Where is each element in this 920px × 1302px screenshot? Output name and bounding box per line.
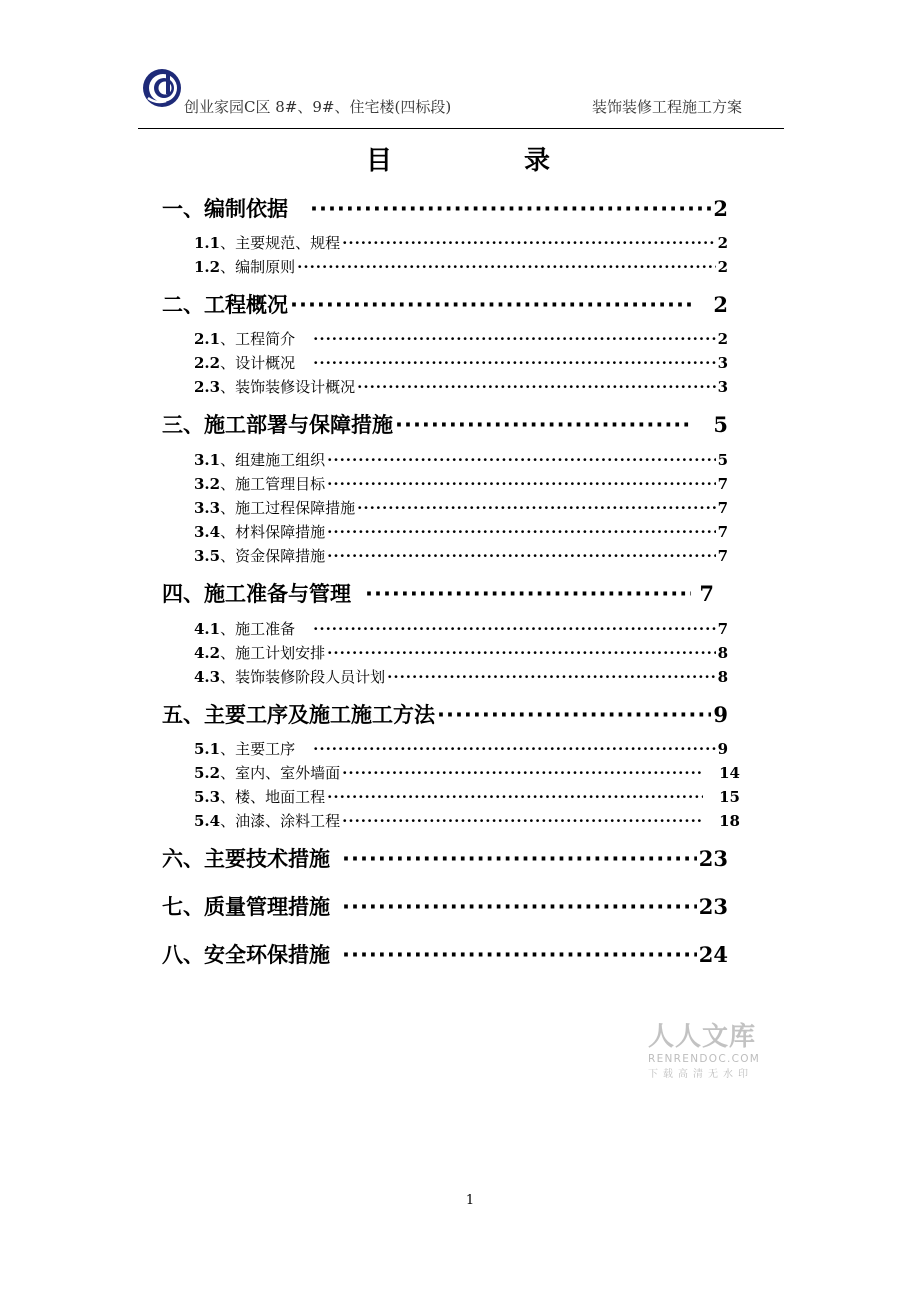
leader-dots xyxy=(437,703,711,727)
toc-title-char-2: 录 xyxy=(524,146,551,176)
toc-entry-label xyxy=(194,352,295,373)
toc-entry-text: 、施工过程保障措施 xyxy=(220,499,356,517)
leader-dots xyxy=(313,330,715,348)
toc-entry-label: 一、编制依据 xyxy=(162,197,288,221)
toc-entry-2[interactable] xyxy=(162,289,728,319)
toc-entry-3[interactable] xyxy=(162,409,728,439)
leader-dots xyxy=(395,413,691,437)
toc-entry-number: 1.1 xyxy=(194,234,221,252)
toc-entry-page: 3 xyxy=(717,354,728,372)
toc-entry-2-2[interactable] xyxy=(194,352,728,373)
leader-dots xyxy=(342,847,697,871)
toc-entry-label xyxy=(194,521,325,542)
leader-dots xyxy=(327,523,715,541)
leader-dots xyxy=(357,499,715,517)
toc-entry-text: 、装饰装修设计概况 xyxy=(220,378,356,396)
leader-dots xyxy=(342,812,703,830)
toc-entry-4-3[interactable] xyxy=(194,666,728,687)
leader-dots xyxy=(387,668,715,686)
leader-dots xyxy=(313,354,715,372)
toc-entry-label xyxy=(194,762,340,783)
toc-entry-number: 2.2 xyxy=(194,354,221,372)
toc-entry-text: 、工程简介 xyxy=(220,330,296,348)
leader-dots xyxy=(365,582,691,606)
toc-entry-page: 2 xyxy=(717,258,728,276)
company-logo-icon xyxy=(142,68,182,108)
toc-entry-page: 7 xyxy=(717,547,728,565)
toc-entry-text: 、编制原则 xyxy=(220,258,296,276)
toc-entry-2-1[interactable] xyxy=(194,328,728,349)
toc-entry-5-1[interactable] xyxy=(194,738,728,759)
toc-entry-4[interactable] xyxy=(162,578,728,608)
toc-entry-number: 5.4 xyxy=(194,812,221,830)
toc-entry-page: 5 xyxy=(713,412,728,437)
watermark xyxy=(648,1016,772,1080)
header-document-title: 装饰装修工程施工方案 xyxy=(591,98,742,116)
toc-entry-text: 、施工管理目标 xyxy=(220,475,326,493)
toc-entry-label xyxy=(194,256,295,277)
toc-entry-page: 2 xyxy=(713,292,728,317)
leader-dots xyxy=(310,197,711,221)
toc-entry-1-1[interactable] xyxy=(194,232,728,253)
leader-dots xyxy=(327,475,715,493)
toc-entry-label xyxy=(194,232,340,253)
toc-entry-page: 18 xyxy=(719,812,740,830)
toc-entry-text: 、主要规范、规程 xyxy=(220,234,341,252)
toc-title-char-1: 目 xyxy=(366,146,393,176)
toc-entry-page: 9 xyxy=(717,740,728,758)
toc-entry-label xyxy=(194,328,295,349)
toc-entry-page: 14 xyxy=(719,764,740,782)
toc-entry-label xyxy=(194,545,325,566)
toc-entry-label: 七、质量管理措施 xyxy=(162,895,330,919)
toc-entry-label xyxy=(194,810,340,831)
watermark-brand: 人人文库 xyxy=(648,1022,757,1052)
toc-entry-4-1[interactable] xyxy=(194,618,728,639)
toc-entry-page: 7 xyxy=(717,475,728,493)
toc-entry-text: 、组建施工组织 xyxy=(220,451,326,469)
toc-entry-4-2[interactable] xyxy=(194,642,728,663)
toc-entry-number: 2.3 xyxy=(194,378,221,396)
toc-entry-page: 2 xyxy=(713,196,728,221)
toc-entry-page: 3 xyxy=(717,378,728,396)
toc-entry-number: 1.2 xyxy=(194,258,221,276)
toc-entry-page: 2 xyxy=(717,330,728,348)
leader-dots xyxy=(327,451,715,469)
toc-entry-label xyxy=(194,642,325,663)
page-number: 1 xyxy=(465,1193,475,1208)
leader-dots xyxy=(327,547,715,565)
toc-entry-label: 八、安全环保措施 xyxy=(162,943,330,967)
toc-entry-number: 3.4 xyxy=(194,523,221,541)
toc-entry-3-2[interactable] xyxy=(194,473,728,494)
toc-entry-number: 4.3 xyxy=(194,668,221,686)
header-project-name: 创业家园C区 8#、9#、住宅楼(四标段) xyxy=(184,98,452,116)
toc-entry-6[interactable] xyxy=(162,843,728,873)
watermark-url: RENRENDOC.COM xyxy=(648,1053,761,1065)
toc-entry-text: 、装饰装修阶段人员计划 xyxy=(220,668,386,686)
toc-entry-5-2[interactable] xyxy=(194,762,740,783)
toc-entry-7[interactable] xyxy=(162,891,728,921)
leader-dots xyxy=(342,764,703,782)
toc-entry-5-4[interactable] xyxy=(194,810,740,831)
toc-entry-1-2[interactable] xyxy=(194,256,728,277)
toc-entry-page: 5 xyxy=(717,451,728,469)
toc-entry-text: 、施工准备 xyxy=(220,620,296,638)
toc-entry-text: 、施工计划安排 xyxy=(220,644,326,662)
toc-entry-page: 7 xyxy=(699,581,714,606)
toc-entry-text: 、油漆、涂料工程 xyxy=(220,812,341,830)
toc-entry-label xyxy=(194,473,325,494)
toc-entry-page: 9 xyxy=(713,702,728,727)
toc-entry-5[interactable] xyxy=(162,699,728,729)
watermark-tagline: 下载高清无水印 xyxy=(648,1069,753,1080)
leader-dots xyxy=(342,234,715,252)
leader-dots xyxy=(327,644,715,662)
leader-dots xyxy=(342,943,697,967)
toc-entry-text: 、楼、地面工程 xyxy=(220,788,326,806)
toc-entry-label: 二、工程概况 xyxy=(162,293,288,317)
toc-entry-page: 7 xyxy=(717,620,728,638)
toc-entry-number: 5.1 xyxy=(194,740,221,758)
toc-entry-text: 、材料保障措施 xyxy=(220,523,326,541)
toc-entry-label xyxy=(194,786,325,807)
toc-entry-label: 五、主要工序及施工施工方法 xyxy=(162,703,435,727)
toc-entry-page: 23 xyxy=(698,894,728,919)
header-divider xyxy=(138,128,784,129)
toc-entry-label xyxy=(194,497,355,518)
leader-dots xyxy=(342,895,697,919)
toc-entry-3-1[interactable] xyxy=(194,449,728,470)
toc-entry-label: 六、主要技术措施 xyxy=(162,847,330,871)
leader-dots xyxy=(313,740,715,758)
toc-entry-label xyxy=(194,618,295,639)
toc-entry-3-5[interactable] xyxy=(194,545,728,566)
toc-entry-page: 15 xyxy=(719,788,740,806)
toc-entry-number: 3.2 xyxy=(194,475,221,493)
toc-entry-label xyxy=(194,738,295,759)
toc-entry-page: 24 xyxy=(698,942,728,967)
page-header xyxy=(138,68,784,132)
toc-entry-text: 、主要工序 xyxy=(220,740,296,758)
toc-entry-page: 8 xyxy=(717,644,728,662)
leader-dots xyxy=(327,788,703,806)
toc-entry-1[interactable] xyxy=(162,193,728,223)
leader-dots xyxy=(357,378,715,396)
toc-entry-text: 、资金保障措施 xyxy=(220,547,326,565)
toc-entry-label xyxy=(194,376,355,397)
toc-entry-2-3[interactable] xyxy=(194,376,728,397)
toc-entry-number: 5.2 xyxy=(194,764,221,782)
toc-entry-page: 23 xyxy=(698,846,728,871)
toc-entry-number: 3.3 xyxy=(194,499,221,517)
toc-entry-number: 3.5 xyxy=(194,547,221,565)
toc-entry-label: 四、施工准备与管理 xyxy=(162,582,351,606)
leader-dots xyxy=(297,258,715,276)
toc-title xyxy=(366,140,550,177)
leader-dots xyxy=(290,293,691,317)
toc-entry-text: 、设计概况 xyxy=(220,354,296,372)
toc-entry-page: 2 xyxy=(717,234,728,252)
toc-entry-page: 7 xyxy=(717,523,728,541)
toc-entry-3-3[interactable] xyxy=(194,497,728,518)
toc-entry-3-4[interactable] xyxy=(194,521,728,542)
toc-entry-label: 三、施工部署与保障措施 xyxy=(162,413,393,437)
toc-entry-page: 7 xyxy=(717,499,728,517)
toc-entry-number: 4.2 xyxy=(194,644,221,662)
toc-entry-number: 2.1 xyxy=(194,330,221,348)
toc-entry-text: 、室内、室外墙面 xyxy=(220,764,341,782)
leader-dots xyxy=(313,620,715,638)
toc-entry-label xyxy=(194,449,325,470)
toc-entry-number: 5.3 xyxy=(194,788,221,806)
toc-entry-5-3[interactable] xyxy=(194,786,740,807)
toc-entry-number: 4.1 xyxy=(194,620,221,638)
toc-entry-page: 8 xyxy=(717,668,728,686)
toc-entry-label xyxy=(194,666,385,687)
toc-entry-number: 3.1 xyxy=(194,451,221,469)
toc-entry-8[interactable] xyxy=(162,939,728,969)
